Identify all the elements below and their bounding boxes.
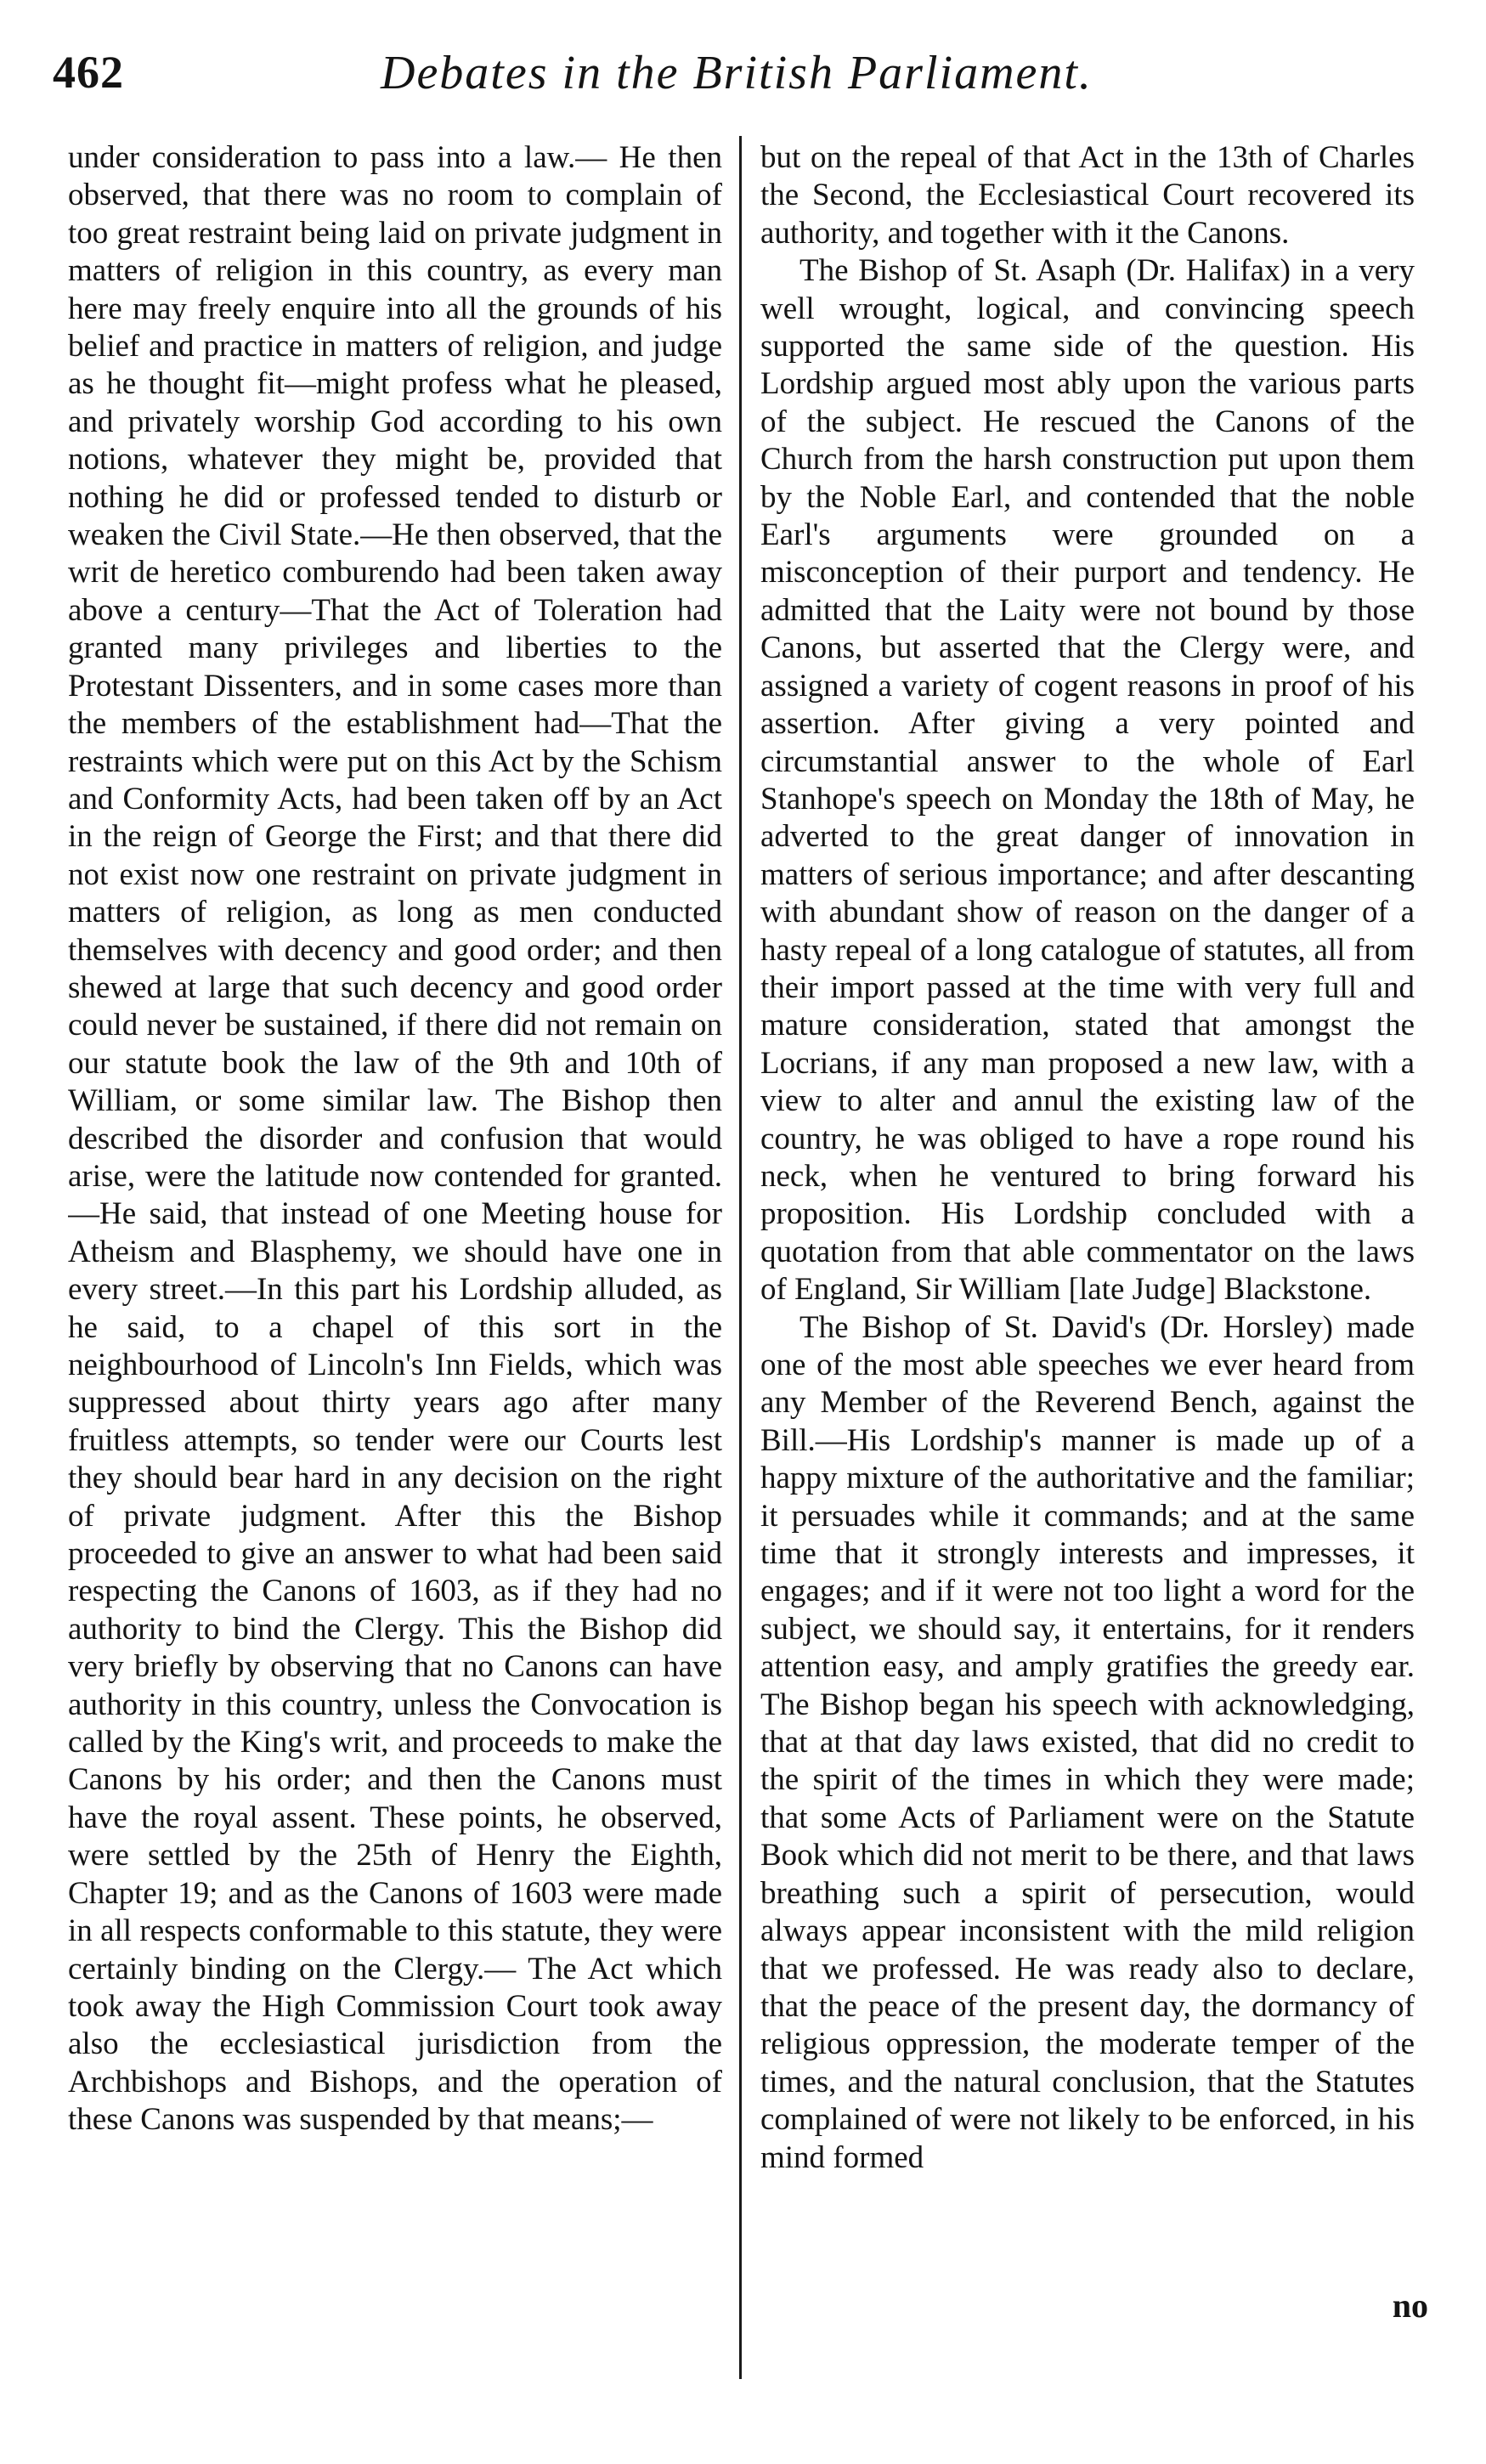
page-number: 462 bbox=[53, 47, 124, 98]
left-column bbox=[68, 139, 722, 2297]
right-paragraph-3: The Bishop of St. David's (Dr. Horsley) made one of the most able speeches we ever heard from any Member of the Reverend Bench, against the Bill.—His Lordship's manner is made up of a happy mixture of the authoritative and the familiar; it persuades while it commands; and at the same time that it strongly interests and impresses, it engages; and if it were not too light a word for the subject, we should say, it entertains, for it renders attention easy, and amply gratifies the greedy ear. The Bishop began his speech with acknowledging, that at that day laws existed, that did no credit to the spirit of the times in which they were made; that some Acts of Parliament were on the Statute Book which did not merit to be there, and that laws breathing such a spirit of persecution, would always appear inconsistent with the mild religion that we professed. He was ready also to declare, that the peace of the present day, the dormancy of religious oppression, the moderate temper of the times, and the natural conclusion, that the Statutes complained of were not likely to be enforced, in his mind formed bbox=[760, 1309, 1415, 2175]
right-column bbox=[760, 139, 1415, 2297]
running-head: Debates in the British Parliament. bbox=[381, 47, 1093, 99]
left-paragraph-1: under consideration to pass into a law.— He then observed, that there was no room to complain of too great restraint being laid on private judgment in matters of religion in this country, as every man here may freely enquire into all the grounds of his belief and practice in matters of religion, and judge as he thought fit—might profess what he pleased, and privately worship God according to his own notions, whatever they might be, provided that nothing he did or professed tended to disturb or weaken the Civil State.—He then observed, that the writ de heretico comburendo had been taken away above a century—That the Act of Toleration had granted many privileges and liberties to the Protestant Dissenters, and in some cases more than the members of the establishment had—That the restraints which were put on this Act by the Schism and Conformity Acts, had been taken off by an Act in the reign of George the First; and that there did not exist now one restraint on private judgment in matters of religion, as long as men conducted themselves with decency and good order; and then shewed at large that such decency and good order could never be sustained, if there did not remain on our statute book the law of the 9th and 10th of William, or some similar law. The Bishop then described the disorder and confusion that would arise, were the latitude now contended for granted.—He said, that instead of one Meeting house for Atheism and Blasphemy, we should have one in every street.—In this part his Lordship alluded, as he said, to a chapel of this sort in the neighbourhood of Lincoln's Inn Fields, which was suppressed about thirty years ago after many fruitless attempts, so tender were our Courts lest they should bear hard in any decision on the right of private judgment. After this the Bishop proceeded to give an answer to what had been said respecting the Canons of 1603, as if they had no authority to bind the Clergy. This the Bishop did very briefly by observing that no Canons can have authority in this country, unless the Convocation is called by the King's writ, and proceeds to make the Canons by his order; and then the Canons must have the royal assent. These points, he observed, were settled by the 25th of Henry the Eighth, Chapter 19; and as the Canons of 1603 were made in all respects conformable to this statute, they were certainly binding on the Clergy.— The Act which took away the High Commission Court took away also the ecclesiastical jurisdiction from the Archbishops and Bishops, and the operation of these Canons was suspended by that means;— bbox=[68, 140, 722, 2138]
right-paragraph-2: The Bishop of St. Asaph (Dr. Halifax) in a very well wrought, logical, and convincing speech supported the same side of the question. His Lordship argued most ably upon the various parts of the subject. He rescued the Canons of the Church from the harsh construction put upon them by the Noble Earl, and contended that the noble Earl's arguments were grounded on a misconception of their purport and tendency. He admitted that the Laity were not bound by those Canons, but asserted that the Clergy were, and assigned a variety of cogent reasons in proof of his assertion. After giving a very pointed and circumstantial answer to the whole of Earl Stanhope's speech on Monday the 18th of May, he adverted to the great danger of innovation in matters of serious importance; and after descanting with abundant show of reason on the danger of a hasty repeal of a long catalogue of statutes, all from their import passed at the time with very full and mature consideration, stated that amongst the Locrians, if any man proposed a new law, with a view to alter and annul the existing law of the country, he was obliged to have a rope round his neck, when he ventured to bring forward his proposition. His Lordship concluded with a quotation from that able commentator on the laws of England, Sir William [late Judge] Blackstone. bbox=[760, 253, 1415, 1308]
page-header bbox=[53, 34, 1446, 119]
right-paragraph-1: but on the repeal of that Act in the 13th of Charles the Second, the Ecclesiastical Court recovered its authority, and together with it the Canons. bbox=[760, 140, 1415, 251]
column-divider bbox=[739, 136, 742, 2379]
catchword: no bbox=[1392, 2286, 1428, 2325]
